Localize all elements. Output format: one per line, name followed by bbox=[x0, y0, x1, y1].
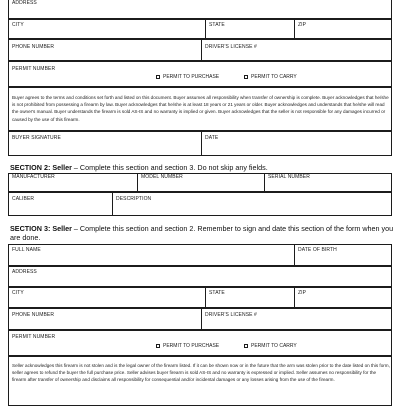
buyer-permit-carry-label: PERMIT TO CARRY bbox=[251, 74, 297, 80]
section3-heading bbox=[10, 224, 394, 242]
buyer-address-field[interactable] bbox=[8, 0, 392, 19]
buyer-phone-license-row bbox=[8, 39, 392, 61]
seller-permit-carry-checkbox[interactable] bbox=[244, 344, 248, 348]
description-label: DESCRIPTION bbox=[116, 196, 152, 202]
caliber-label: CALIBER bbox=[12, 196, 35, 202]
seller-phone-license-row bbox=[8, 308, 392, 330]
seller-permit-purchase-checkbox[interactable] bbox=[156, 344, 160, 348]
seller-city-state-zip-row bbox=[8, 287, 392, 308]
section3-heading-text: – Complete this section and section 2. Remember to sign and date this section of the form when you are done. bbox=[10, 224, 394, 242]
seller-full-name-label: FULL NAME bbox=[12, 247, 41, 253]
buyer-permit-purchase-label: PERMIT TO PURCHASE bbox=[163, 74, 220, 80]
seller-address-field[interactable] bbox=[8, 266, 392, 287]
seller-agreement-text: Seller acknowledges this firearm is not stolen and is the legal owner of the firearm listed. If it can be shown now or in the future that the arm was stolen prior to the date listed on this form, seller agrees to refund the buyer the full purchase price. Seller advises buyer firearm is sold AS-IS and no warranty is expressed or implied. Seller assumes no responsibility for the firearm after transfer of ownership and disclaims all responsibility for consequential and/or incidental damages or any losses arising from the use of the firearm. bbox=[12, 363, 390, 383]
seller-dob-label: DATE OF BIRTH bbox=[298, 247, 337, 253]
seller-state-label: STATE bbox=[209, 290, 225, 296]
buyer-date-label: DATE bbox=[205, 135, 219, 141]
section3-heading-bold: SECTION 3: Seller bbox=[10, 224, 72, 233]
section2-heading-bold: SECTION 2: Seller bbox=[10, 163, 72, 172]
firearm-make-row bbox=[8, 173, 392, 192]
buyer-signature-row bbox=[8, 131, 392, 156]
seller-phone-label: PHONE NUMBER bbox=[12, 312, 55, 318]
buyer-permit-label: PERMIT NUMBER bbox=[12, 66, 56, 72]
seller-permit-label: PERMIT NUMBER bbox=[12, 334, 56, 340]
buyer-agreement-text: Buyer agrees to the terms and conditions set forth and listed on this document. Buyer assumes all responsibility when transfer of ownership is complete. Buyer acknowledges that he/she is not prohibited from possessing a firearm by law. Buyer acknowledges that he/she is at least 18 years or 21 years or older. Buyer acknowledges and understands that he/she will read the owner's manual. Buyer understands the firearm is sold AS-IS and no warranty is implied or given. Buyer acknowledges that the seller is not responsible for any damages incurred or caused by the use of this firearm. bbox=[12, 95, 389, 122]
buyer-city-label: CITY bbox=[12, 22, 24, 28]
seller-license-label: DRIVER'S LICENSE # bbox=[205, 312, 257, 318]
buyer-state-label: STATE bbox=[209, 22, 225, 28]
section2-heading-text: – Complete this section and section 3. Do not skip any fields. bbox=[71, 163, 268, 172]
buyer-signature-label: BUYER SIGNATURE bbox=[12, 135, 61, 141]
manufacturer-label: MANUFACTURER bbox=[12, 174, 55, 180]
seller-address-label: ADDRESS bbox=[12, 269, 37, 275]
buyer-license-label: DRIVER'S LICENSE # bbox=[205, 44, 257, 50]
firearm-description-row bbox=[8, 192, 392, 216]
serial-number-label: SERIAL NUMBER bbox=[268, 174, 310, 180]
seller-permit-purchase-label: PERMIT TO PURCHASE bbox=[163, 343, 220, 349]
section2-heading bbox=[10, 163, 268, 172]
buyer-phone-label: PHONE NUMBER bbox=[12, 44, 55, 50]
model-number-label: MODEL NUMBER bbox=[141, 174, 183, 180]
buyer-address-label: ADDRESS bbox=[12, 0, 37, 6]
seller-city-label: CITY bbox=[12, 290, 24, 296]
buyer-permit-purchase-checkbox[interactable] bbox=[156, 75, 160, 79]
seller-zip-label: ZIP bbox=[298, 290, 307, 296]
buyer-permit-carry-checkbox[interactable] bbox=[244, 75, 248, 79]
buyer-city-state-zip-row bbox=[8, 19, 392, 39]
seller-permit-carry-label: PERMIT TO CARRY bbox=[251, 343, 297, 349]
buyer-zip-label: ZIP bbox=[298, 22, 307, 28]
